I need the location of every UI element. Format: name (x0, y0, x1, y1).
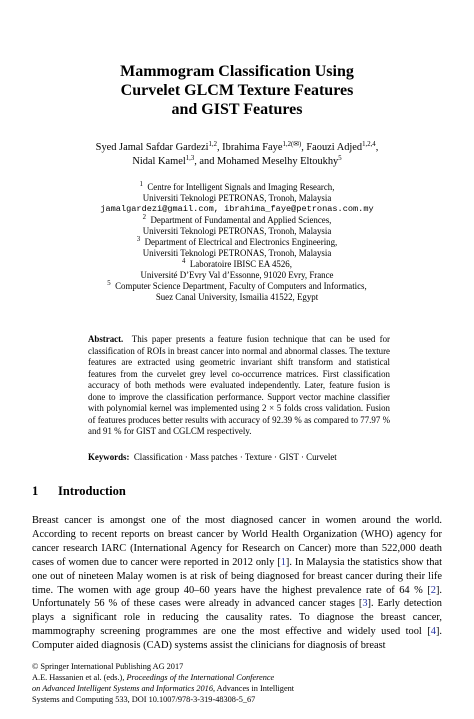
body-text: ]. Early detection plays a significant role in reducing the causality rates. To diagnose the breast cancer, mammography screening programmes are one the most effective and widely used tool [ (32, 598, 442, 638)
title-line-3: and GIST Features (171, 101, 303, 118)
affiliation-text: Laboratoire IBISC EA 4526, (189, 259, 292, 269)
affiliation-5-line-1 (0, 281, 474, 292)
affiliation-text: Computer Science Department, Faculty of Computers and Informatics, (115, 281, 367, 291)
affiliation-2-line-2: Universiti Teknologi PETRONAS, Tronoh, Malaysia (142, 226, 332, 236)
affiliation-text: Centre for Intelligent Signals and Imaging Research, (147, 182, 335, 192)
affiliation-text: Department of Fundamental and Applied Sciences, (150, 215, 332, 225)
author-emails: jamalgardezi@gmail.com, ibrahima_faye@petronas.com.my (100, 204, 374, 214)
footnote-line-3 (32, 683, 294, 694)
author-name: Nidal Kamel (132, 156, 186, 167)
author-name: Syed Jamal Safdar Gardezi (95, 142, 209, 153)
author-affiliation-marker: 1,3 (185, 155, 195, 162)
body-text: ]. Unfortunately 56 % of these cases were already in advanced cancer stages [ (32, 584, 442, 610)
affiliation-number: 5 (107, 280, 111, 287)
author-name: , Ibrahima Faye (216, 142, 283, 153)
citation-link[interactable]: 1 (280, 556, 286, 568)
author-name: , and Mohamed Meselhy Eltoukhy (194, 156, 339, 167)
footnote-line-4: Systems and Computing 533, DOI 10.1007/978-3-319-48308-5_67 (32, 695, 256, 704)
footnote-line-2 (32, 672, 294, 683)
affiliation-text: Department of Electrical and Electronics Engineering, (144, 237, 338, 247)
affiliation-2-line-1 (0, 215, 474, 226)
author-affiliation-marker: 5 (338, 155, 342, 162)
authors-line-1 (0, 141, 474, 155)
affiliation-list (0, 182, 474, 303)
citation-link[interactable]: 3 (362, 598, 368, 610)
affiliation-5-line-2: Suez Canal University, Ismailia 41522, Egypt (155, 292, 319, 302)
copyright-footnote (32, 661, 294, 705)
keywords (88, 452, 390, 463)
abstract-label: Abstract. (88, 334, 124, 344)
affiliation-1-line-1 (0, 182, 474, 193)
author-list (0, 141, 474, 169)
paper-title (0, 62, 474, 119)
section-heading (32, 484, 126, 499)
author-affiliation-marker: 1,2 (208, 141, 217, 148)
section-number: 1 (32, 484, 39, 498)
keywords-label: Keywords: (88, 452, 130, 462)
affiliation-number: 1 (139, 181, 143, 188)
author-affiliation-marker: 1,2,4 (362, 141, 376, 148)
affiliation-number: 4 (182, 258, 186, 265)
footnote-italic: Proceedings of the International Conference (126, 673, 275, 682)
author-separator: , (375, 142, 379, 153)
affiliation-3-line-2: Universiti Teknologi PETRONAS, Tronoh, Malaysia (142, 248, 332, 258)
footnote-line-1: © Springer International Publishing AG 2017 (32, 662, 184, 671)
affiliation-number: 3 (136, 236, 141, 243)
body-text: Breast cancer is amongst one of the most diagnosed cancer in women around the world. According to recent reports on breast cancer by World Health Organization (WHO) agency for cancer research IARC (International Agency for Research on Cancer) more than 522,000 death cases of women due to cancer were reported in 2012 only [ (32, 515, 442, 568)
title-line-1: Mammogram Classification Using (120, 63, 354, 80)
body-paragraph (32, 514, 442, 653)
affiliation-3-line-1 (0, 237, 474, 248)
citation-link[interactable]: 4 (430, 626, 436, 638)
author-affiliation-marker: 1,2(✉) (282, 141, 302, 148)
citation-link[interactable]: 2 (430, 584, 436, 596)
body-text: ]. Computer aided diagnosis (CAD) systems assist the clinicians for diagnosis of breast (32, 626, 442, 652)
abstract (88, 334, 390, 438)
body-text: ]. In Malaysia the statistics show that one out of nineteen Malay women is at risk of being diagnosed for breast cancer during their life time. The women with age group 40–60 years have the highest prevalence rate of 64 % [ (32, 556, 442, 596)
section-title: Introduction (58, 484, 126, 498)
affiliation-4-line-2: Université D’Evry Val d’Essonne, 91020 Evry, France (140, 270, 334, 280)
authors-line-2 (0, 155, 474, 169)
author-name: , Faouzi Adjed (301, 142, 363, 153)
footnote-text: , Advances in Intelligent (212, 684, 295, 693)
affiliation-4-line-1 (0, 259, 474, 270)
affiliation-number: 2 (142, 214, 147, 221)
keywords-text: Classification · Mass patches · Texture · GIST · Curvelet (133, 452, 337, 462)
footnote-italic: on Advanced Intelligent Systems and Informatics 2016 (32, 684, 213, 693)
abstract-text: This paper presents a feature fusion technique that can be used for classification of ROIs in breast cancer into normal and abnormal classes. The texture features are extracted using geometric invariant shift transform and statistical features from the curvelet grey level co-occurrence matrices. First classification accuracy of both methods were evaluated independently. Later, feature fusion is done to improve the classification performance. Support vector machine classifier with polynomial kernel was implemented using 2 × 5 folds cross validation. Fusion of features produces better results with accuracy of 92.39 % as compared to 77.97 % and 91 % for GIST and CGLCM respectively. (88, 334, 390, 436)
footnote-text: A.E. Hassanien et al. (eds.), (32, 673, 127, 682)
affiliation-1-line-2: Universiti Teknologi PETRONAS, Tronoh, Malaysia (142, 193, 332, 203)
title-line-2: Curvelet GLCM Texture Features (120, 82, 354, 99)
